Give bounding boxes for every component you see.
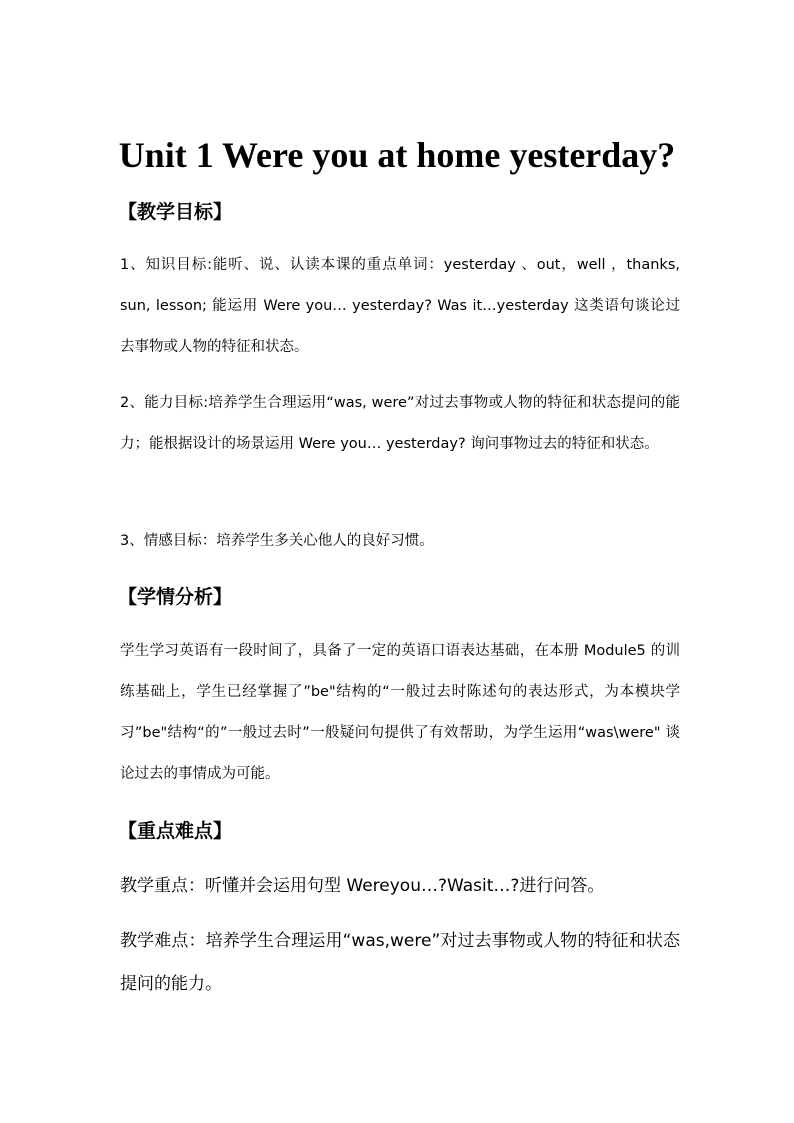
paragraph-teaching-difficulty: 教学难点：培养学生合理运用“was,were”对过去事物或人物的特征和状态提问的能力。: [120, 931, 680, 994]
paragraph-teaching-focus: 教学重点：听懂并会运用句型 Wereyou…?Wasit…?进行问答。: [120, 876, 605, 896]
section-heading-teaching-goals: 【教学目标】: [118, 201, 233, 223]
section-heading-learner-analysis: 【学情分析】: [118, 586, 233, 608]
paragraph-knowledge-goal: 1、知识目标:能听、说、认读本课的重点单词：yesterday 、out，well ，thanks, sun, lesson; 能运用 Were you… yesterday? Was it…yesterday 这类语句谈论过去事物或人物的特征和状态。: [120, 257, 680, 355]
paragraph-ability-goal: 2、能力目标:培养学生合理运用“was, were”对过去事物或人物的特征和状态提问的能力；能根据设计的场景运用 Were you… yesterday? 询问事物过去的特征和状态。: [120, 395, 680, 452]
paragraph-learner-analysis: 学生学习英语有一段时间了，具备了一定的英语口语表达基础，在本册 Module5 的训练基础上，学生已经掌握了”be"结构的“一般过去时陈述句的表达形式，为本模块学习”be"结构“的”一般过去时”一般疑问句提供了有效帮助，为学生运用“was\were" 谈论过去的事情成为可能。: [120, 643, 680, 782]
section-heading-key-points: 【重点难点】: [118, 820, 233, 842]
paragraph-emotion-goal: 3、情感目标：培养学生多关心他人的良好习惯。: [120, 533, 434, 549]
page-title: Unit 1 Were you at home yesterday?: [118, 135, 676, 175]
